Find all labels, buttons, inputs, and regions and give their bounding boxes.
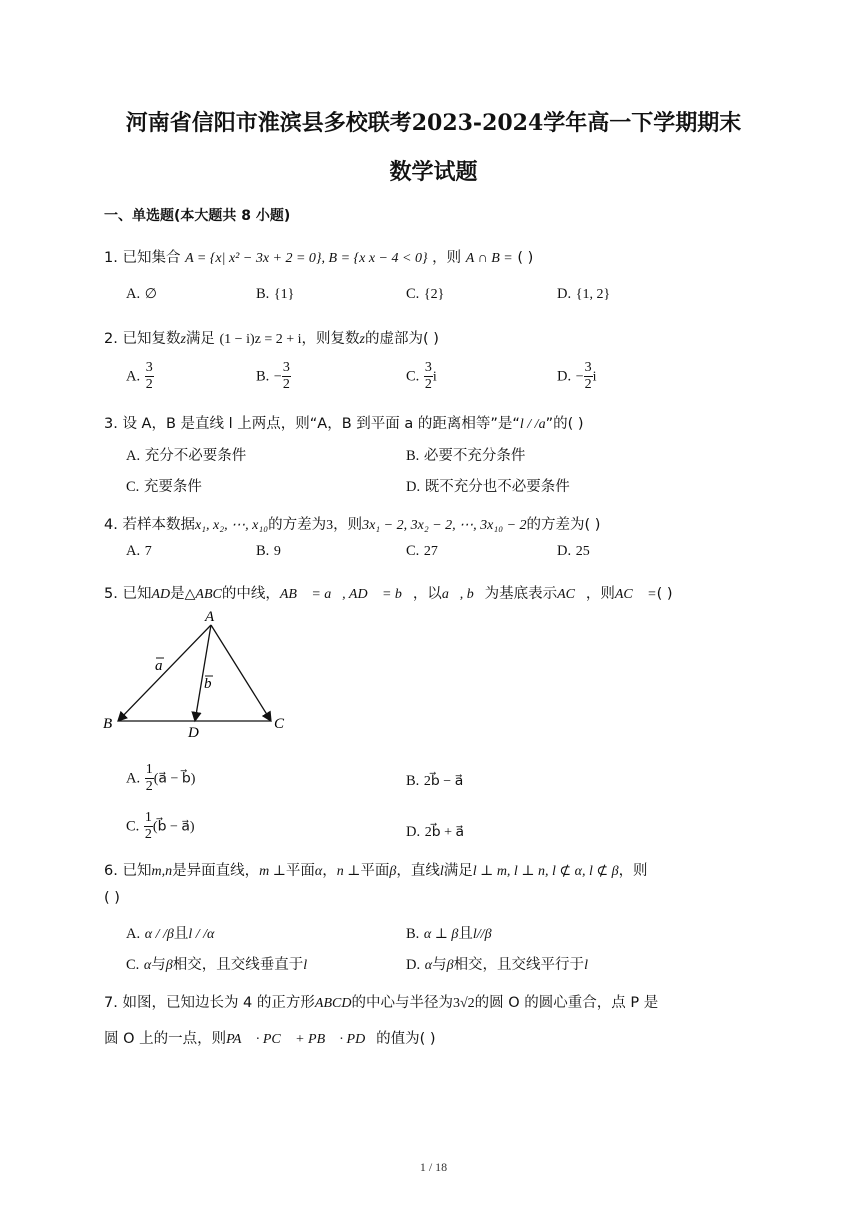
option-a[interactable]: A. $\frac{3}{2}$ [126, 360, 153, 392]
question-1: 1. 已知集合 A = {x| x² − 3x + 2 = 0}, B = {x x − 4 < 0} ，则 A ∩ B = ( ) [104, 250, 534, 266]
option-a[interactable]: A. α / /β且l / /α [126, 926, 215, 942]
question-6: 6. 已知m,n是异面直线，m ⊥平面α，n ⊥平面β，直线l满足l ⊥ m, l ⊥ n, l ⊄ α, l ⊄ β，则 [104, 863, 648, 879]
option-d[interactable]: D. 25 [557, 543, 590, 559]
question-5: 5. 已知AD是△ABC的中线，AB⃗ = a⃗, AD⃗ = b⃗，以a⃗, b⃗为基底表示AC⃗，则AC⃗ =( ) [104, 586, 673, 602]
question-7: 7. 如图，已知边长为 4 的正方形ABCD的中心与半径为3√2的圆 O 的圆心重合，点 P 是 [104, 995, 659, 1011]
vertex-c-label: C [274, 716, 285, 732]
option-c[interactable]: C. $\frac{3}{2}$ i [406, 360, 437, 392]
option-b[interactable]: B. α ⊥ β且l//β [406, 926, 492, 942]
option-d[interactable]: D. 2b⃗ + a⃗ [406, 824, 465, 840]
option-c[interactable]: C. α与β相交，且交线垂直于l [126, 957, 308, 973]
vertex-b-label: B [103, 716, 113, 732]
option-a[interactable]: A. 充分不必要条件 [126, 448, 247, 464]
vertex-a-label: A [205, 609, 215, 625]
set-definition: A = {x| x² − 3x + 2 = 0}, B = {x x − 4 < 0} [185, 251, 428, 266]
side-ac [211, 625, 271, 721]
option-d[interactable]: D. − $\frac{3}{2}$ i [557, 360, 597, 392]
vector-b-label: b [204, 676, 212, 692]
triangle-figure [100, 608, 300, 743]
question-7-line2: 圆 O 上的一点，则PA⃗ · PC⃗ + PB⃗ · PD⃗的值为( ) [104, 1031, 436, 1047]
option-a[interactable]: A. $\frac{1}{2}$ (a⃗ − b⃗) [126, 762, 196, 794]
option-c[interactable]: C. 27 [406, 543, 438, 559]
option-c[interactable]: C. $\frac{1}{2}$ (b⃗ − a⃗) [126, 810, 195, 842]
option-b[interactable]: B. {1} [256, 286, 295, 302]
document-title-line2: 数学试题 [389, 159, 478, 185]
question-4: 4. 若样本数据x₁, x₂, ⋯, x₁₀的方差为3，则3x₁ − 2, 3x₂ − 2, ⋯, 3x₁₀ − 2的方差为( ) [104, 517, 601, 533]
option-c[interactable]: C. {2} [406, 286, 445, 302]
option-b[interactable]: B. 9 [256, 543, 281, 559]
question-2: 2. 已知复数z满足 (1 − i)z = 2 + i，则复数z的虚部为( ) [104, 331, 439, 347]
point-d-label: D [188, 725, 199, 741]
option-d[interactable]: D. α与β相交，且交线平行于l [406, 957, 588, 973]
option-b[interactable]: B. − $\frac{3}{2}$ [256, 360, 290, 392]
section-heading: 一、单选题(本大题共 8 小题) [104, 208, 291, 224]
option-d[interactable]: D. 既不充分也不必要条件 [406, 479, 570, 495]
option-d[interactable]: D. {1, 2} [557, 286, 611, 302]
option-b[interactable]: B. 必要不充分条件 [406, 448, 526, 464]
document-title-line1: 河南省信阳市淮滨县多校联考2023-2024学年高一下学期期末 [125, 110, 742, 136]
option-b[interactable]: B. 2b⃗ − a⃗ [406, 773, 464, 789]
option-c[interactable]: C. 充要条件 [126, 479, 202, 495]
question-3: 3. 设 A，B 是直线 l 上两点，则“A，B 到平面 a 的距离相等”是“l / /a”的( ) [104, 416, 584, 432]
option-a[interactable]: A. 7 [126, 543, 152, 559]
question-6-paren: ( ) [104, 890, 120, 906]
option-a[interactable]: A. ∅ [126, 286, 157, 302]
page-number: 1 / 18 [419, 1160, 448, 1174]
question-number: 1. [104, 250, 118, 266]
vector-a-label: a [155, 658, 163, 674]
